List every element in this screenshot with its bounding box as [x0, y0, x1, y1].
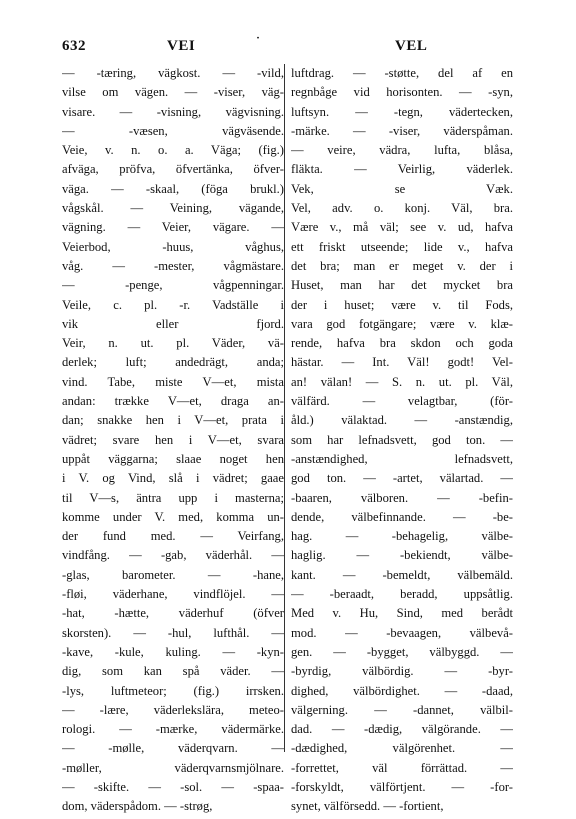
text-line: — -beraadt, beradd, uppsåtlig. [291, 587, 513, 602]
text-line: -lys, luftmeteor; (fig.) irrsken. [62, 683, 284, 698]
text-line: — -mølle, väderqvarn. — [62, 741, 284, 756]
text-line: -märke. — -viser, väderspåman. [291, 123, 513, 138]
text-line: andan: trække V—et, draga an- [62, 394, 284, 409]
text-line: hag. — -behagelig, välbe- [291, 529, 513, 544]
text-line: vindfång. — -gab, väderhål. — [62, 548, 284, 563]
text-line: — -tæring, vägkost. — -vild, [62, 66, 284, 80]
text-line: rologi. — -mærke, vädermärke. [62, 722, 284, 737]
text-line: dom, väderspådom. — -strøg, [62, 799, 213, 814]
text-line: luftsyn. — -tegn, vädertecken, [291, 104, 513, 119]
text-line: åld.) välaktad. — -anstændig, [291, 413, 513, 428]
text-line: -glas, barometer. — -hane, [62, 567, 284, 582]
right-column [291, 64, 513, 817]
text-line: vädret; svare hen i V—et, svara [62, 432, 284, 447]
text-line: dende, välbefinnande. — -be- [291, 509, 513, 524]
text-line: komme under V. med, komma un- [62, 509, 284, 524]
text-line: -møller, väderqvarnsmjölnare. [62, 760, 284, 775]
text-line: til V—s, äntra upp i masterna; [62, 490, 284, 505]
text-line: derlek; luft; andedrägt, anda; [62, 355, 284, 370]
text-line: — -væsen, vägväsende. [62, 123, 284, 138]
text-line: det bra; man er meget v. der i [291, 258, 513, 273]
header-right-word: VEL [395, 38, 428, 54]
text-line: Vek, se Væk. [291, 181, 513, 196]
text-line: regnbåge vid horisonten. — -syn, [291, 85, 513, 100]
text-line: hästar. — Int. Väl! godt! Vel- [291, 355, 513, 370]
text-line: våg. — -mester, vågmästare. [62, 258, 284, 273]
text-line: dan; snakke hen i V—et, prata i [62, 413, 284, 428]
text-line: vilse om vägen. — -viser, väg- [62, 85, 284, 100]
header-mark: ˙ [256, 34, 261, 48]
column-divider [284, 64, 285, 752]
text-line: -kave, -kule, kuling. — -kyn- [62, 644, 284, 659]
text-line: -fløi, väderhane, vindflöjel. — [62, 587, 284, 602]
text-line: — -lære, väderlekslära, meteo- [62, 702, 284, 717]
text-line: -dædighed, välgörenhet. — [291, 741, 513, 756]
text-line: -baaren, välboren. — -befin- [291, 490, 513, 505]
text-line: Vel, adv. o. konj. Väl, bra. [291, 201, 513, 216]
text-line: god ton. — -artet, välartad. — [291, 471, 513, 486]
text-line: Veile, c. pl. -r. Vadställe i [62, 297, 284, 312]
text-line: rende, hafva bra skdon och goda [291, 336, 513, 351]
text-line: visare. — -visning, vägvisning. [62, 104, 284, 119]
text-line: mod. — -bevaagen, välbevå- [291, 625, 513, 640]
text-line: — veire, vädra, lufta, blåsa, [291, 143, 513, 158]
text-line: vind. Tabe, miste V—et, mista [62, 374, 284, 389]
text-line: synet, välförsedd. — -fortient, [291, 799, 444, 814]
text-line: vik eller fjord. [62, 316, 284, 331]
text-line: der i huset; være v. til Fods, [291, 297, 513, 312]
text-line: haglig. — -bekiendt, välbe- [291, 548, 513, 563]
text-line: -forrettet, väl förrättad. — [291, 760, 513, 775]
text-line: välfärd. — velagtbar, (för- [291, 394, 513, 409]
text-line: an! välan! — S. n. ut. pl. Väl, [291, 374, 513, 389]
text-line: som har lefnadsvett, god ton. — [291, 432, 513, 447]
text-line: Med v. Hu, Sind, med berådt [291, 606, 513, 621]
text-line: Veierbod, -huus, våghus, [62, 239, 284, 254]
text-line: -anstændighed, lefnadsvett, [291, 451, 513, 466]
page-header [0, 34, 576, 58]
text-line: fläkta. — Veirlig, väderlek. [291, 162, 513, 177]
text-line: kant. — -bemeldt, välbemäld. [291, 567, 513, 582]
text-line: vågskål. — Veining, vägande, [62, 201, 284, 216]
text-line: vägning. — Veier, vägare. — [62, 220, 284, 235]
text-line: -hat, -hætte, väderhuf (öfver [62, 606, 284, 621]
header-left-word: VEI [167, 38, 196, 54]
left-column [62, 64, 284, 817]
text-line: dad. — -dædig, välgörande. — [291, 722, 513, 737]
text-line: luftdrag. — -støtte, del af en [291, 66, 513, 80]
text-line: uppåt väggarna; slaae noget hen [62, 451, 284, 466]
text-line: der fund med. — Veirfang, [62, 529, 284, 544]
page-number: 632 [62, 38, 86, 54]
text-line: -forskyldt, välförtjent. — -for- [291, 779, 513, 794]
text-line: gen. — -bygget, välbyggd. — [291, 644, 513, 659]
text-line: dighed, välbördighet. — -daad, [291, 683, 513, 698]
text-line: afväga, pröfva, öfvertänka, öfver- [62, 162, 284, 177]
text-line: väga. — -skaal, (föga brukl.) [62, 181, 284, 196]
text-line: Huset, man har det mycket bra [291, 278, 513, 293]
text-line: vara god fotgängare; være v. klæ- [291, 316, 513, 331]
text-line: Veie, v. n. o. a. Väga; (fig.) [62, 143, 284, 158]
text-line: ett friskt utseende; lide v., hafva [291, 239, 513, 254]
text-line: -byrdig, välbördig. — -byr- [291, 664, 513, 679]
text-line: — -skifte. — -sol. — -spaa- [62, 779, 284, 794]
text-line: skorsten). — -hul, lufthål. — [62, 625, 284, 640]
text-line: — -penge, vågpenningar. [62, 278, 284, 293]
text-line: Være v., må väl; see v. ud, hafva [291, 220, 513, 235]
text-line: Veir, n. ut. pl. Väder, vä- [62, 336, 284, 351]
text-line: dig, som kan spå väder. — [62, 664, 284, 679]
text-line: i V. og Vind, slå i vädret; gaae [62, 471, 284, 486]
text-line: välgerning. — -dannet, välbil- [291, 702, 513, 717]
